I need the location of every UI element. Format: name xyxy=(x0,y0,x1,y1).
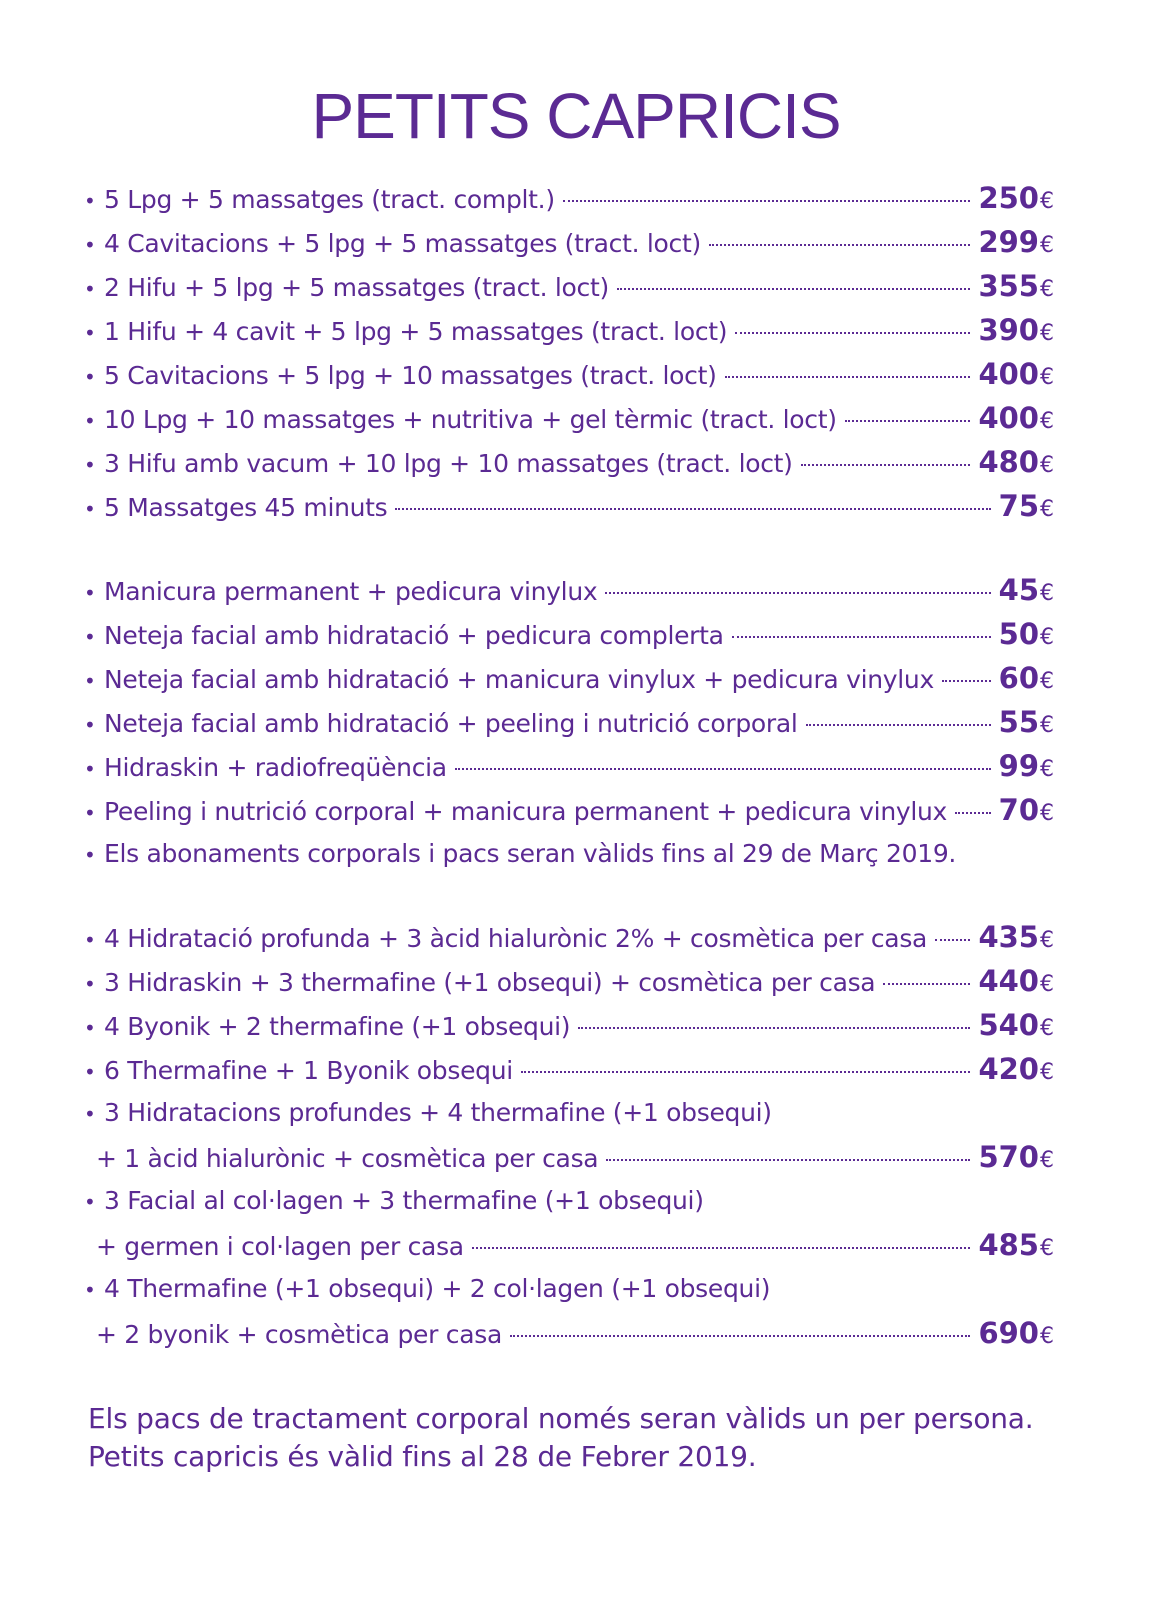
list-item-continuation xyxy=(84,1135,1054,1179)
bullet-icon: • xyxy=(84,581,96,605)
item-description: 3 Facial al col·lagen + 3 thermafine (+1 obsequi) xyxy=(104,1186,704,1215)
validity-note xyxy=(84,832,1054,876)
price-value: 400 xyxy=(978,357,1039,391)
item-price xyxy=(978,1135,1054,1183)
footer-line-1: Els pacs de tractament corporal només seran vàlids un per persona. xyxy=(88,1402,1034,1435)
price-value: 75 xyxy=(998,489,1039,523)
item-price xyxy=(999,656,1054,704)
euro-symbol: € xyxy=(1040,972,1054,997)
price-value: 70 xyxy=(998,793,1039,827)
euro-symbol: € xyxy=(1040,928,1054,953)
item-description: 3 Hifu amb vacum + 10 lpg + 10 massatges (tract. loct) xyxy=(104,449,793,478)
bullet-icon: • xyxy=(84,365,96,389)
price-value: 250 xyxy=(978,181,1039,215)
item-description: 4 Thermafine (+1 obsequi) + 2 col·lagen (+1 obsequi) xyxy=(104,1274,771,1303)
item-price xyxy=(978,1223,1054,1271)
list-item xyxy=(84,352,1054,396)
bullet-icon: • xyxy=(84,497,96,521)
bullet-icon: • xyxy=(84,1278,96,1302)
item-description: Hidraskin + radiofreqüència xyxy=(104,753,447,782)
price-value: 99 xyxy=(998,749,1039,783)
item-price xyxy=(999,484,1054,532)
item-description: 5 Cavitacions + 5 lpg + 10 massatges (tract. loct) xyxy=(104,361,717,390)
item-price xyxy=(978,220,1054,268)
item-description: 10 Lpg + 10 massatges + nutritiva + gel tèrmic (tract. loct) xyxy=(104,405,837,434)
item-price xyxy=(978,915,1054,963)
euro-symbol: € xyxy=(1040,713,1054,738)
section-body-treatments xyxy=(84,176,1054,528)
euro-symbol: € xyxy=(1040,1236,1054,1261)
bullet-icon: • xyxy=(84,757,96,781)
price-value: 570 xyxy=(978,1140,1039,1174)
bullet-icon: • xyxy=(84,277,96,301)
section-facial-packs xyxy=(84,915,1054,1355)
item-description: Manicura permanent + pedicura vinylux xyxy=(104,577,598,606)
dot-leader xyxy=(563,200,971,202)
bullet-icon: • xyxy=(84,801,96,825)
item-price xyxy=(999,788,1054,836)
list-item xyxy=(84,440,1054,484)
item-price xyxy=(999,700,1054,748)
list-item xyxy=(84,1267,1054,1311)
euro-symbol: € xyxy=(1040,321,1054,346)
price-value: 440 xyxy=(978,964,1039,998)
dot-leader xyxy=(578,1027,970,1029)
dot-leader xyxy=(735,332,970,334)
price-value: 299 xyxy=(978,225,1039,259)
euro-symbol: € xyxy=(1040,625,1054,650)
bullet-icon: • xyxy=(84,189,96,213)
euro-symbol: € xyxy=(1040,801,1054,826)
euro-symbol: € xyxy=(1040,669,1054,694)
item-description-continued: + germen i col·lagen per casa xyxy=(96,1232,464,1261)
list-item xyxy=(84,744,1054,788)
list-item xyxy=(84,308,1054,352)
note-text: Els abonaments corporals i pacs seran vàlids fins al 29 de Març 2019. xyxy=(104,839,957,868)
list-item xyxy=(84,396,1054,440)
euro-symbol: € xyxy=(1040,581,1054,606)
price-value: 435 xyxy=(978,920,1039,954)
bullet-icon: • xyxy=(84,972,96,996)
list-item xyxy=(84,220,1054,264)
list-item xyxy=(84,1047,1054,1091)
price-value: 690 xyxy=(978,1316,1039,1350)
list-item xyxy=(84,264,1054,308)
item-description: 2 Hifu + 5 lpg + 5 massatges (tract. loct) xyxy=(104,273,609,302)
item-price xyxy=(978,440,1054,488)
item-price xyxy=(978,1047,1054,1095)
euro-symbol: € xyxy=(1040,1148,1054,1173)
item-price xyxy=(978,1003,1054,1051)
list-item-continuation xyxy=(84,1311,1054,1355)
dot-leader xyxy=(801,464,971,466)
item-price xyxy=(978,1311,1054,1359)
bullet-icon: • xyxy=(84,713,96,737)
price-value: 355 xyxy=(978,269,1039,303)
price-value: 480 xyxy=(978,445,1039,479)
bullet-icon: • xyxy=(84,843,96,867)
euro-symbol: € xyxy=(1040,497,1054,522)
bullet-icon: • xyxy=(84,625,96,649)
item-description: 3 Hidratacions profundes + 4 thermafine (+1 obsequi) xyxy=(104,1098,772,1127)
euro-symbol: € xyxy=(1040,189,1054,214)
item-description: 4 Cavitacions + 5 lpg + 5 massatges (tract. loct) xyxy=(104,229,701,258)
dot-leader xyxy=(521,1071,971,1073)
euro-symbol: € xyxy=(1040,365,1054,390)
item-price xyxy=(978,264,1054,312)
bullet-icon: • xyxy=(84,453,96,477)
dot-leader xyxy=(605,592,990,594)
bullet-icon: • xyxy=(84,1190,96,1214)
item-description: 5 Massatges 45 minuts xyxy=(104,493,388,522)
euro-symbol: € xyxy=(1040,453,1054,478)
list-item xyxy=(84,915,1054,959)
footer-notes xyxy=(88,1400,1068,1476)
price-value: 485 xyxy=(978,1228,1039,1262)
footer-line-2: Petits capricis és vàlid fins al 28 de Febrer 2019. xyxy=(88,1440,757,1473)
item-description: 3 Hidraskin + 3 thermafine (+1 obsequi) + cosmètica per casa xyxy=(104,968,876,997)
dot-leader xyxy=(472,1247,971,1249)
item-description: Neteja facial amb hidratació + pedicura complerta xyxy=(104,621,724,650)
bullet-icon: • xyxy=(84,409,96,433)
bullet-icon: • xyxy=(84,321,96,345)
item-price xyxy=(978,396,1054,444)
item-description: 5 Lpg + 5 massatges (tract. complt.) xyxy=(104,185,555,214)
euro-symbol: € xyxy=(1040,1324,1054,1349)
bullet-icon: • xyxy=(84,1016,96,1040)
list-item xyxy=(84,484,1054,528)
item-price xyxy=(978,352,1054,400)
price-value: 55 xyxy=(998,705,1039,739)
item-description: Neteja facial amb hidratació + manicura vinylux + pedicura vinylux xyxy=(104,665,934,694)
item-description: 6 Thermafine + 1 Byonik obsequi xyxy=(104,1056,513,1085)
price-value: 45 xyxy=(998,573,1039,607)
list-item xyxy=(84,788,1054,832)
list-item xyxy=(84,959,1054,1003)
dot-leader xyxy=(883,983,970,985)
euro-symbol: € xyxy=(1040,233,1054,258)
item-price xyxy=(978,176,1054,224)
list-item xyxy=(84,1091,1054,1135)
dot-leader xyxy=(942,680,991,682)
dot-leader xyxy=(845,420,971,422)
list-item xyxy=(84,568,1054,612)
dot-leader xyxy=(395,508,990,510)
page-title: PETITS CAPRICIS xyxy=(311,80,841,152)
list-item xyxy=(84,612,1054,656)
list-item-continuation xyxy=(84,1223,1054,1267)
dot-leader xyxy=(806,724,991,726)
price-value: 420 xyxy=(978,1052,1039,1086)
item-description: 4 Byonik + 2 thermafine (+1 obsequi) xyxy=(104,1012,571,1041)
list-item xyxy=(84,176,1054,220)
bullet-icon: • xyxy=(84,669,96,693)
bullet-icon: • xyxy=(84,233,96,257)
dot-leader xyxy=(606,1159,970,1161)
price-value: 540 xyxy=(978,1008,1039,1042)
euro-symbol: € xyxy=(1040,1060,1054,1085)
list-item xyxy=(84,1003,1054,1047)
price-value: 390 xyxy=(978,313,1039,347)
item-description: 1 Hifu + 4 cavit + 5 lpg + 5 massatges (tract. loct) xyxy=(104,317,728,346)
price-value: 60 xyxy=(998,661,1039,695)
euro-symbol: € xyxy=(1040,1016,1054,1041)
item-price xyxy=(999,744,1054,792)
bullet-icon: • xyxy=(84,928,96,952)
bullet-icon: • xyxy=(84,1102,96,1126)
dot-leader xyxy=(725,376,971,378)
item-description-continued: + 1 àcid hialurònic + cosmètica per casa xyxy=(96,1144,599,1173)
euro-symbol: € xyxy=(1040,409,1054,434)
item-description: Peeling i nutrició corporal + manicura permanent + pedicura vinylux xyxy=(104,797,948,826)
bullet-icon: • xyxy=(84,1060,96,1084)
section-facial-nail-treatments xyxy=(84,568,1054,876)
item-price xyxy=(999,568,1054,616)
item-price xyxy=(999,612,1054,660)
dot-leader xyxy=(955,812,991,814)
item-description-continued: + 2 byonik + cosmètica per casa xyxy=(96,1320,502,1349)
item-description: Neteja facial amb hidratació + peeling i nutrició corporal xyxy=(104,709,798,738)
item-description: 4 Hidratació profunda + 3 àcid hialurònic 2% + cosmètica per casa xyxy=(104,924,928,953)
dot-leader xyxy=(732,636,991,638)
dot-leader xyxy=(617,288,971,290)
price-value: 400 xyxy=(978,401,1039,435)
item-price xyxy=(978,308,1054,356)
dot-leader xyxy=(510,1335,970,1337)
dot-leader xyxy=(709,244,971,246)
dot-leader xyxy=(455,768,991,770)
price-value: 50 xyxy=(998,617,1039,651)
euro-symbol: € xyxy=(1040,277,1054,302)
item-price xyxy=(978,959,1054,1007)
dot-leader xyxy=(935,939,970,941)
list-item xyxy=(84,1179,1054,1223)
euro-symbol: € xyxy=(1040,757,1054,782)
list-item xyxy=(84,700,1054,744)
list-item xyxy=(84,656,1054,700)
